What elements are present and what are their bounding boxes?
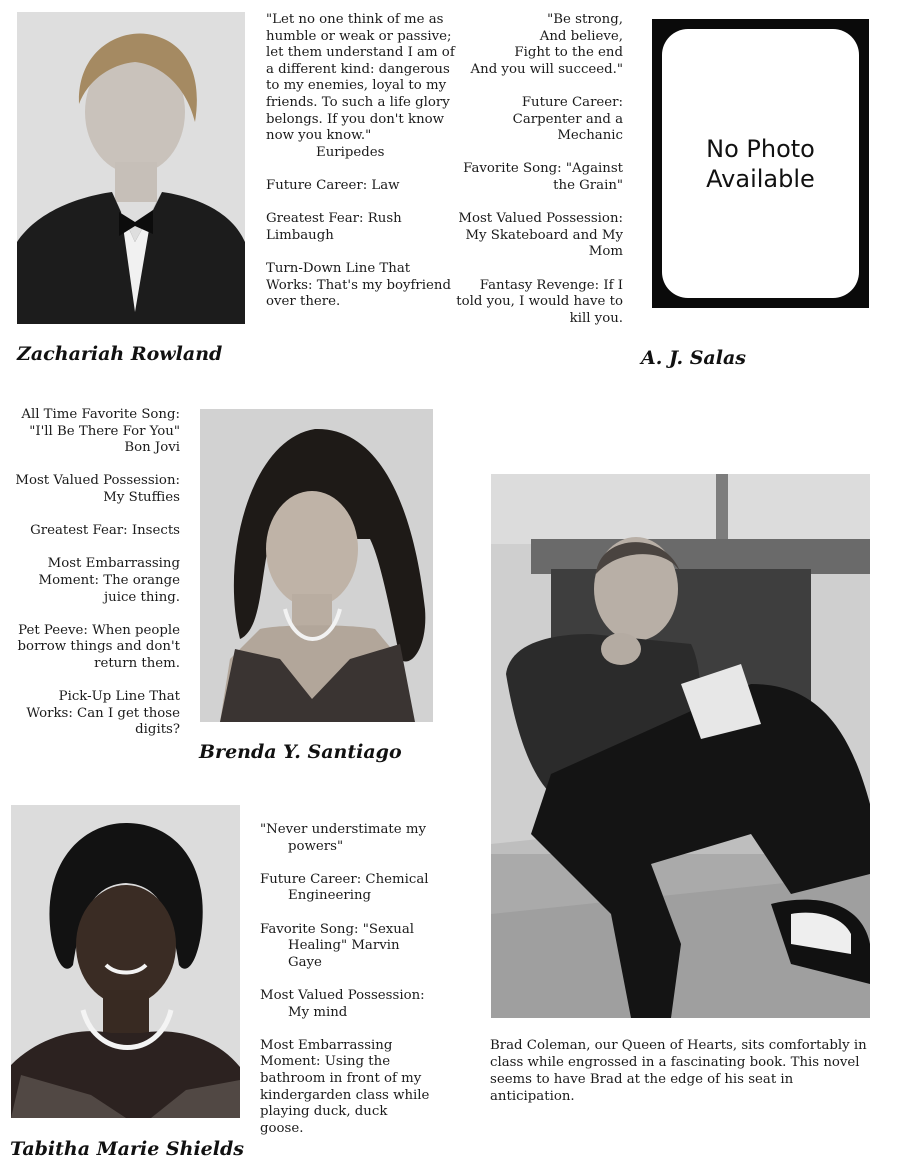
future-career: Future Career: Carpenter and a Mechanic — [512, 94, 623, 144]
no-photo-panel — [662, 29, 859, 298]
most-valued-possession: Most Valued Possession: My Skateboard and My Mom — [458, 211, 623, 260]
greatest-fear: Greatest Fear: Insects — [30, 523, 180, 539]
quote-line: "Be strong, — [547, 12, 623, 27]
favorite-song: Favorite Song: "Against the Grain" — [463, 161, 623, 193]
bio-brenda-santiago — [12, 407, 180, 755]
pet-peeve: Pet Peeve: When people borrow things and don't return them. — [17, 622, 180, 671]
quote: "Let no one think of me as humble or weak or passive; let them understand I am of a different kind: dangerous to my enemies, loyal to my friends. To such a life glory belongs. If you don't know now you know." — [266, 12, 455, 144]
no-photo-frame — [652, 19, 869, 308]
greatest-fear: Greatest Fear: Rush Limbaugh — [266, 211, 402, 243]
student-name: Tabitha Marie Shields — [10, 1138, 244, 1160]
most-valued-possession: Most Valued Possession: My mind — [260, 987, 425, 1020]
portrait-zachariah-rowland — [17, 12, 245, 324]
quote-line: And you will succeed." — [470, 61, 623, 77]
bio-tabitha-shields — [260, 822, 430, 1154]
bio-aj-salas — [455, 12, 623, 344]
favorite-song: Favorite Song: "Sexual Healing" Marvin Gaye — [260, 921, 415, 970]
quote: "Never understimate my powers" — [260, 822, 426, 854]
pick-up-line: Pick-Up Line That Works: Can I get those digits? — [26, 689, 180, 738]
student-name: A. J. Salas — [641, 347, 746, 369]
student-name: Zachariah Rowland — [17, 343, 223, 365]
future-career: Future Career: Law — [266, 177, 400, 193]
candid-photo-brad-coleman — [491, 474, 870, 1018]
portrait-tabitha-shields — [11, 805, 240, 1118]
bio-zachariah-rowland — [266, 12, 456, 327]
no-photo-text: Available — [706, 164, 815, 193]
future-career: Future Career: Chemical Engineering — [260, 871, 429, 904]
quote-line: And believe, — [539, 28, 623, 44]
quote-author: Euripedes — [316, 144, 385, 160]
photo-caption: Brad Coleman, our Queen of Hearts, sits comfortably in class while engrossed in a fascinating book. This novel seems to have Brad at the edge of his seat in anticipation. — [490, 1038, 867, 1104]
student-name: Brenda Y. Santiago — [199, 741, 402, 763]
turn-down-line: Turn-Down Line That Works: That's my boyfriend over there. — [266, 260, 451, 310]
no-photo-text: No Photo — [706, 134, 815, 163]
favorite-song: All Time Favorite Song: "I'll Be There For You" Bon Jovi — [21, 407, 180, 456]
fantasy-revenge: Fantasy Revenge: If I told you, I would have to kill you. — [456, 277, 623, 326]
most-embarrassing-moment: Most Embarrassing Moment: The orange juice thing. — [38, 556, 180, 605]
quote-line: Fight to the end — [514, 45, 623, 61]
most-embarrassing-moment: Most Embarrassing Moment: Using the bathroom in front of my kindergarden class while playing duck, duck goose. — [260, 1037, 430, 1136]
most-valued-possession: Most Valued Possession: My Stuffies — [15, 473, 180, 505]
portrait-brenda-santiago — [200, 409, 433, 722]
